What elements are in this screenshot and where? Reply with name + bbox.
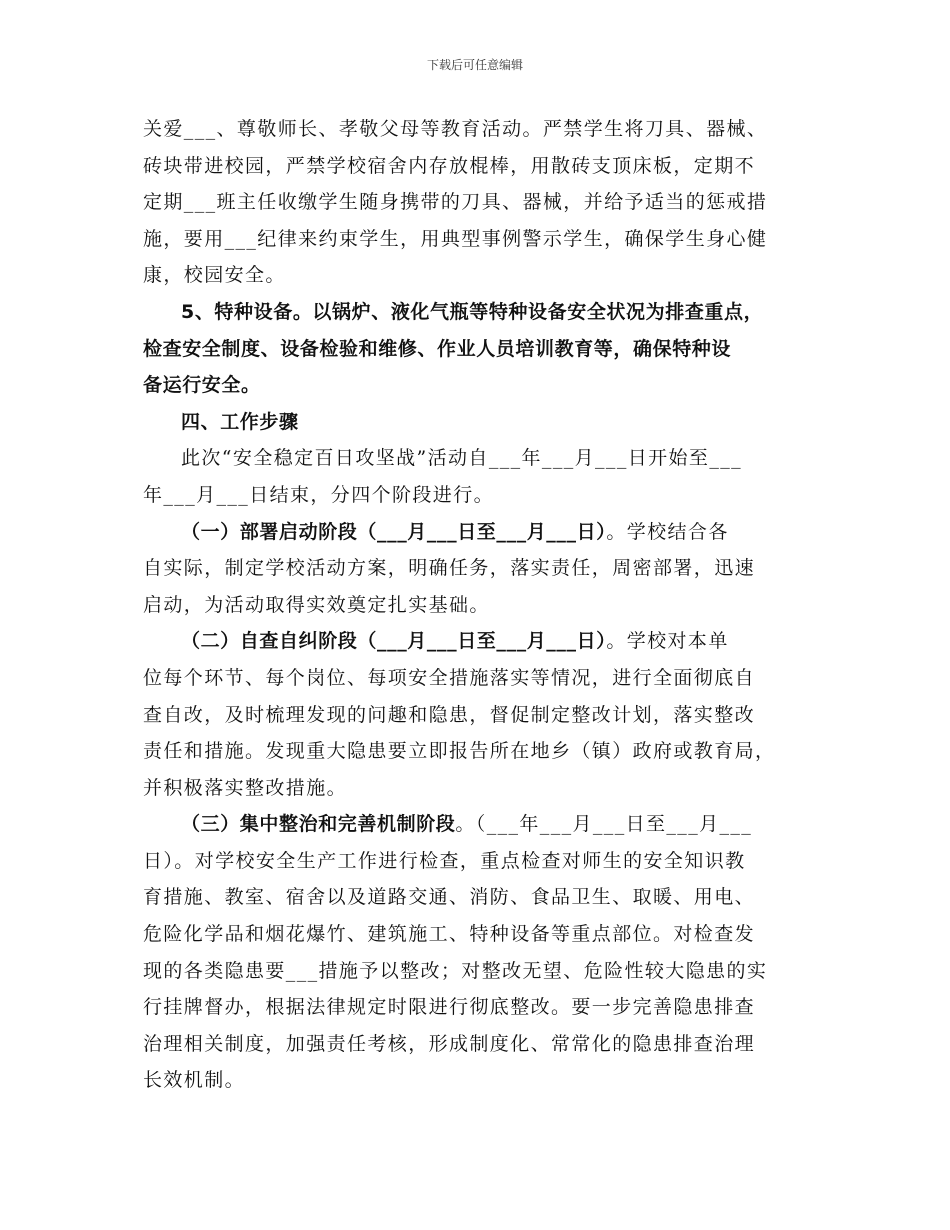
phase-one-heading: （一）部署启动阶段（___月___日至___月___日） bbox=[181, 520, 607, 543]
text-line: 年___月___日结束，分四个阶段进行。 bbox=[143, 483, 495, 506]
phase-three-text: 。（___年___月___日至___月___ bbox=[455, 813, 753, 836]
text-line: 砖块带进校园，严禁学校宿舍内存放棍棒，用散砖支顶床板，定期不 bbox=[143, 154, 756, 177]
section-heading-work-steps: 四、工作步骤 bbox=[181, 410, 299, 433]
text-line: 现的各类隐患要___措施予以整改；对整改无望、危险性较大隐患的实 bbox=[143, 959, 768, 982]
text-line: 并积极落实整改措施。 bbox=[143, 776, 348, 799]
text-line-bold: 检查安全制度、设备检验和维修、作业人员培训教育等，确保特种设 bbox=[143, 337, 732, 360]
phase-one-text: 。学校结合各 bbox=[606, 520, 729, 543]
document-body bbox=[143, 111, 823, 1099]
text-line: 自实际，制定学校活动方案，明确任务，落实责任，周密部署，迅速 bbox=[143, 557, 756, 580]
section-heading-special-equipment: 5、特种设备。以锅炉、液化气瓶等特种设备安全状况为排查重点， bbox=[181, 300, 764, 323]
phase-three-heading: （三）集中整治和完善机制阶段 bbox=[181, 813, 456, 836]
text-line: 此次“安全稳定百日攻坚战”活动自___年___月___日开始至___ bbox=[181, 447, 743, 470]
text-line: 治理相关制度，加强责任考核，形成制度化、常常化的隐患排查治理 bbox=[143, 1032, 756, 1055]
text-line: 康，校园安全。 bbox=[143, 264, 286, 287]
text-line: 育措施、教室、宿舍以及道路交通、消防、食品卫生、取暖、用电、 bbox=[143, 886, 756, 909]
text-line: 位每个环节、每个岗位、每项安全措施落实等情况，进行全面彻底自 bbox=[143, 666, 756, 689]
text-line: 危险化学品和烟花爆竹、建筑施工、特种设备等重点部位。对检查发 bbox=[143, 923, 756, 946]
text-line: 日）。对学校安全生产工作进行检查，重点检查对师生的安全知识教 bbox=[143, 849, 746, 872]
text-line-bold: 备运行安全。 bbox=[143, 374, 261, 397]
text-line: 查自改，及时梳理发现的问趣和隐患，督促制定整改计划，落实整改 bbox=[143, 703, 756, 726]
text-line: 长效机制。 bbox=[143, 1069, 246, 1092]
text-line: 责任和措施。发现重大隐患要立即报告所在地乡（镇）政府或教育局， bbox=[143, 740, 776, 763]
phase-one-line bbox=[143, 514, 823, 551]
phase-two-heading: （二）自查自纠阶段（___月___日至___月___日） bbox=[181, 630, 607, 653]
text-line: 启动，为活动取得实效奠定扎实基础。 bbox=[143, 593, 490, 616]
text-line: 施，要用___纪律来约束学生，用典型事例警示学生，确保学生身心健 bbox=[143, 227, 768, 250]
text-line: 行挂牌督办，根据法律规定时限进行彻底整改。要一步完善隐患排查 bbox=[143, 996, 756, 1019]
text-line: 定期___班主任收缴学生随身携带的刀具、器械，并给予适当的惩戒措 bbox=[143, 191, 768, 214]
phase-two-line bbox=[143, 623, 823, 660]
phase-three-line bbox=[143, 806, 823, 843]
page-header-note: 下载后可任意编辑 bbox=[426, 58, 523, 72]
text-line: 关爱___、尊敬师长、孝敬父母等教育活动。严禁学生将刀具、器械、 bbox=[143, 118, 768, 140]
phase-two-text: 。学校对本单 bbox=[606, 630, 729, 653]
